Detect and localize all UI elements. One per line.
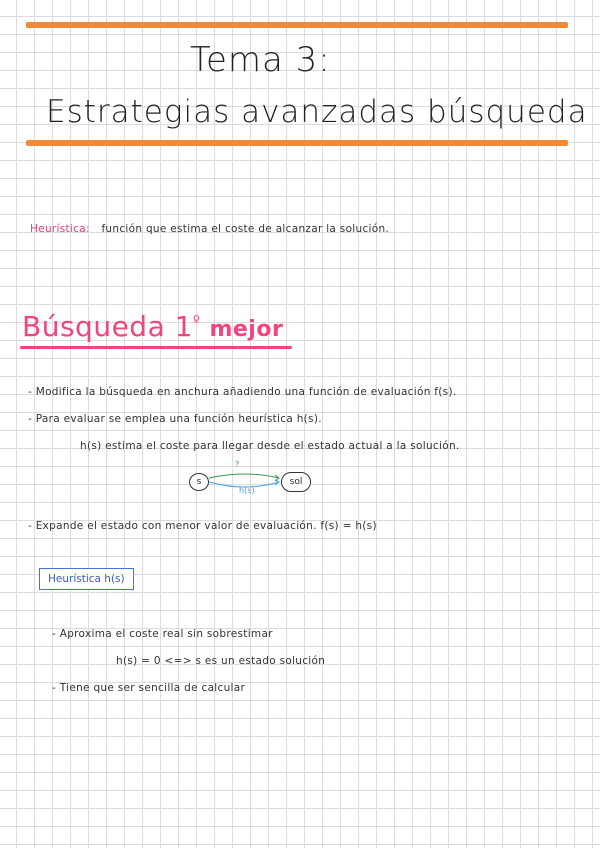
bullet-3: - Expande el estado con menor valor de evaluación. f(s) = h(s) [28,520,377,532]
section-title [22,310,283,343]
section-title-main: Búsqueda 1 [22,310,193,343]
diagram-top-label: ? [235,460,240,469]
page-title-line2: Estrategias avanzadas búsqueda [46,94,588,130]
heuristic-diagram [185,462,315,502]
heuristic-prop-1-sub: h(s) = 0 <=> s es un estado solución [116,655,326,667]
section-underline [20,346,292,349]
bottom-orange-rule [26,140,568,146]
bullet-1: - Modifica la búsqueda en anchura añadiendo una función de evaluación f(s). [28,386,457,398]
section-title-rest: mejor [209,317,284,342]
heuristic-prop-2: - Tiene que ser sencilla de calcular [52,682,246,694]
section-title-sup: º [192,313,201,330]
bullet-2-sub: h(s) estima el coste para llegar desde el estado actual a la solución. [80,440,460,452]
definition-text: función que estima el coste de alcanzar la solución. [101,223,390,235]
top-orange-rule [26,22,568,28]
arrow-top [209,474,279,478]
heuristic-box: Heurística h(s) [39,568,134,590]
page-title-line1: Tema 3: [190,40,331,80]
start-node: s [189,473,209,491]
bullet-2: - Para evaluar se emplea una función heurística h(s). [28,413,322,425]
diagram-bottom-label: h(s) [239,486,255,495]
solution-node: sol [281,472,311,492]
definition-line [30,223,389,235]
heuristic-prop-1: - Aproxima el coste real sin sobrestimar [52,628,273,640]
definition-term: Heurística: [30,223,90,235]
